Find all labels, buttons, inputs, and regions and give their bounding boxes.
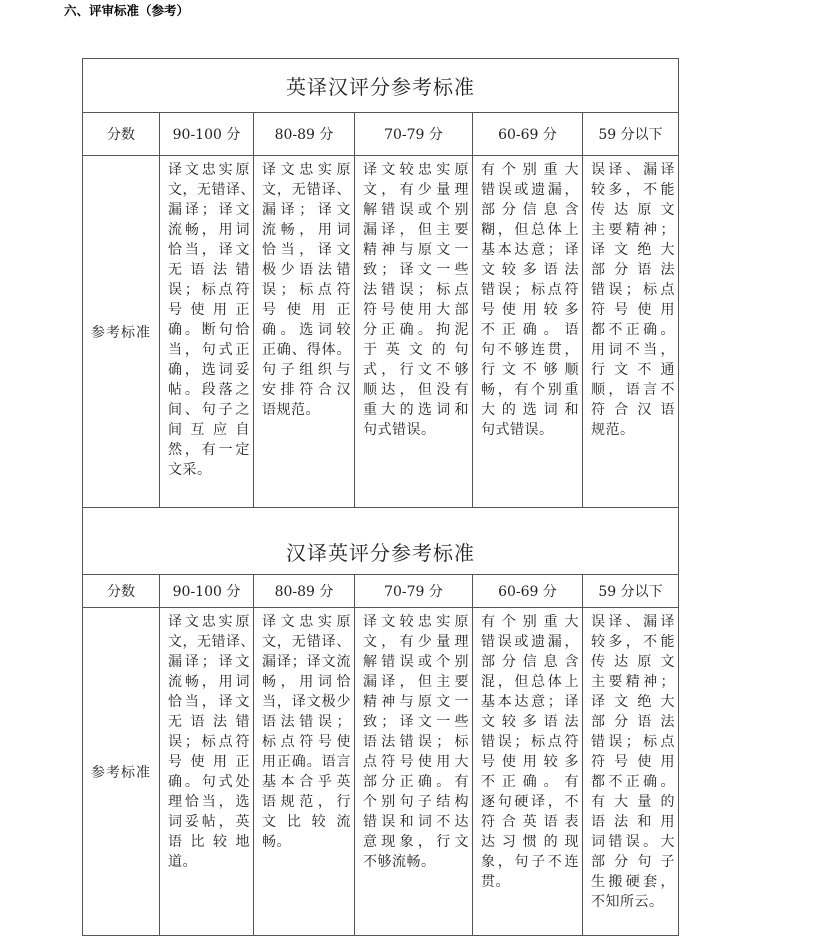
criteria-row <box>83 608 679 936</box>
description-line: 译文较忠实原 <box>363 614 469 630</box>
description-line: 顺，语言不 <box>591 382 676 398</box>
description-line: 理恰当，选 <box>168 794 250 810</box>
description-line: 确。断句恰 <box>168 322 250 338</box>
description-line: 无语法错 <box>168 714 250 730</box>
description-line: 恰当，译文 <box>168 242 250 258</box>
description-line: 极少语法错 <box>262 262 351 278</box>
description-line: 词错误。大 <box>591 834 676 850</box>
description-line: 行文不通 <box>591 362 676 378</box>
description-line: 基本合乎英 <box>262 774 351 790</box>
table-title-en-zh: 英译汉评分参考标准 <box>83 59 679 113</box>
description-line: 贯。 <box>481 874 510 890</box>
description-line: 漏译；译文 <box>262 202 351 218</box>
score-label: 分数 <box>83 575 160 608</box>
description-line: 部分信息含 <box>481 202 579 218</box>
section-heading: 六、评审标准（参考） <box>64 3 190 18</box>
description-line: 恰当，译文 <box>168 694 250 710</box>
description-line: 传达原文 <box>591 654 676 670</box>
description-line: 号使用正 <box>168 302 250 318</box>
description-line: 分正确。拘泥 <box>363 322 469 338</box>
band-header: 59 分以下 <box>583 575 679 608</box>
description-line: 文，无错译、 <box>262 634 351 650</box>
band-header: 70-79 分 <box>355 575 473 608</box>
band-header: 90-100 分 <box>160 113 254 156</box>
description-line: 不正确。语 <box>481 322 579 338</box>
description-line: 恰当，译文 <box>262 242 351 258</box>
description-line: 译文较忠实原 <box>363 162 469 178</box>
description-line: 译文绝大 <box>591 694 676 710</box>
criteria-row <box>83 156 679 508</box>
band-header: 60-69 分 <box>473 575 583 608</box>
description-line: 不正确。有 <box>481 774 579 790</box>
description-line: 部分语法 <box>591 262 676 278</box>
description-line: 文，无错译、 <box>262 182 351 198</box>
description-line: 号使用正 <box>262 302 351 318</box>
description-line: 文，无错译、 <box>168 182 255 198</box>
description-line: 流畅，用词 <box>168 222 250 238</box>
description-line: 主要精神； <box>591 222 676 238</box>
description-line: 畅，用词恰 <box>262 674 351 690</box>
description-line: 译文忠实原 <box>262 162 351 178</box>
description-line: 当，句式正 <box>168 342 250 358</box>
description-line: 误；标点符 <box>262 282 351 298</box>
description-line: 道。 <box>168 854 197 870</box>
band-header: 59 分以下 <box>583 113 679 156</box>
description-line: 符合英语表 <box>481 814 579 830</box>
description-line: 文采。 <box>168 462 212 478</box>
description-line: 顺达，但没有 <box>363 382 469 398</box>
description-line: 文较多语法 <box>481 714 579 730</box>
description-line: 句式错误。 <box>363 422 436 438</box>
description-line: 糊，但总体上 <box>481 222 579 238</box>
band-header: 60-69 分 <box>473 113 583 156</box>
band-description <box>583 156 679 508</box>
description-line: 句子组织与 <box>262 362 351 378</box>
description-line: 正确、得体。 <box>262 342 351 358</box>
description-line: 流畅，用词 <box>168 674 250 690</box>
description-line: 错误或遗漏， <box>481 182 579 198</box>
description-line: 误译、漏译 <box>591 162 676 178</box>
description-line: 误；标点符 <box>168 734 250 750</box>
description-line: 解错误或个别 <box>363 202 469 218</box>
band-header: 90-100 分 <box>160 575 254 608</box>
band-description <box>355 608 473 936</box>
description-line: 确。选词较 <box>262 322 351 338</box>
description-line: 规范。 <box>591 422 635 438</box>
description-line: 精神与原文一 <box>363 242 469 258</box>
description-line: 语规范。 <box>262 402 320 418</box>
band-header: 70-79 分 <box>355 113 473 156</box>
band-description <box>583 608 679 936</box>
description-line: 传达原文 <box>591 202 676 218</box>
description-line: 间、句子之 <box>168 402 250 418</box>
description-line: 帖。段落之 <box>168 382 250 398</box>
description-line: 文，有少量理 <box>363 634 469 650</box>
description-line: 译文忠实原 <box>168 614 250 630</box>
description-line: 部分句子 <box>591 854 676 870</box>
description-line: 法错误；标点 <box>363 282 469 298</box>
description-line: 不知所云。 <box>591 894 664 910</box>
description-line: 解错误或个别 <box>363 654 469 670</box>
criteria-label: 参考标准 <box>83 608 160 936</box>
description-line: 致；译文一些 <box>363 714 469 730</box>
description-line: 点符号使用大 <box>363 754 469 770</box>
description-line: 基本达意；译 <box>481 694 579 710</box>
description-line: 畅，有个别重 <box>481 382 579 398</box>
table-header-row <box>83 575 679 608</box>
description-line: 错误；标点 <box>591 734 676 750</box>
description-line: 部分正确。有 <box>363 774 469 790</box>
band-description <box>254 156 355 508</box>
description-line: 行文不够顺 <box>481 362 579 378</box>
description-line: 错误；标点符 <box>481 282 579 298</box>
description-line: 然，有一定 <box>168 442 250 458</box>
table-header-row <box>83 113 679 156</box>
band-header: 80-89 分 <box>254 575 355 608</box>
description-line: 符号使用大部 <box>363 302 469 318</box>
description-line: 号使用较多 <box>481 754 579 770</box>
description-line: 语法错误；标 <box>363 734 469 750</box>
criteria-table <box>82 58 679 936</box>
description-line: 当，译文极少 <box>262 694 351 710</box>
description-line: 号使用正 <box>168 754 250 770</box>
description-line: 致；译文一些 <box>363 262 469 278</box>
description-line: 漏译；译文 <box>168 202 250 218</box>
description-line: 意现象，行文 <box>363 834 469 850</box>
description-line: 确。句式处 <box>168 774 250 790</box>
table-title-zh-en: 汉译英评分参考标准 <box>83 508 679 575</box>
band-description <box>473 608 583 936</box>
description-line: 不够流畅。 <box>363 854 436 870</box>
description-line: 于英文的句 <box>363 342 469 358</box>
description-line: 符号使用 <box>591 302 676 318</box>
description-line: 句不够连贯， <box>481 342 579 358</box>
description-line: 流畅，用词 <box>262 222 351 238</box>
description-line: 式，行文不够 <box>363 362 469 378</box>
description-line: 语法错误； <box>262 714 351 730</box>
criteria-tables <box>82 58 678 936</box>
description-line: 确，选词妥 <box>168 362 250 378</box>
description-line: 符合汉语 <box>591 402 676 418</box>
description-line: 畅。 <box>262 834 291 850</box>
description-line: 错误或遗漏， <box>481 634 579 650</box>
band-header: 80-89 分 <box>254 113 355 156</box>
description-line: 部分语法 <box>591 714 676 730</box>
description-line: 较多，不能 <box>591 634 676 650</box>
description-line: 有大量的 <box>591 794 676 810</box>
description-line: 译文忠实原 <box>168 162 250 178</box>
criteria-label: 参考标准 <box>83 156 160 508</box>
description-line: 标点符号使 <box>262 734 351 750</box>
description-line: 错误；标点 <box>591 282 676 298</box>
description-line: 译文忠实原 <box>262 614 351 630</box>
description-line: 精神与原文一 <box>363 694 469 710</box>
band-description <box>473 156 583 508</box>
description-line: 有个别重大 <box>481 162 579 178</box>
description-line: 句式错误。 <box>481 422 554 438</box>
band-description <box>160 608 254 936</box>
description-line: 误；标点符 <box>168 282 250 298</box>
description-line: 安排符合汉 <box>262 382 351 398</box>
band-description <box>160 156 254 508</box>
description-line: 达习惯的现 <box>481 834 579 850</box>
description-line: 号使用较多 <box>481 302 579 318</box>
description-line: 生搬硬套， <box>591 874 676 890</box>
description-line: 译文绝大 <box>591 242 676 258</box>
description-line: 文较多语法 <box>481 262 579 278</box>
description-line: 主要精神； <box>591 674 676 690</box>
description-line: 漏译；译文流 <box>262 654 351 670</box>
description-line: 个别句子结构 <box>363 794 469 810</box>
description-line: 基本达意；译 <box>481 242 579 258</box>
description-line: 大的选词和 <box>481 402 579 418</box>
band-description <box>254 608 355 936</box>
description-line: 符号使用 <box>591 754 676 770</box>
description-line: 文比较流 <box>262 814 351 830</box>
description-line: 部分信息含 <box>481 654 579 670</box>
description-line: 语规范，行 <box>262 794 351 810</box>
band-description <box>355 156 473 508</box>
description-line: 较多，不能 <box>591 182 676 198</box>
description-line: 象，句子不连 <box>481 854 579 870</box>
description-line: 都不正确。 <box>591 322 676 338</box>
description-line: 无语法错 <box>168 262 250 278</box>
description-line: 漏译；译文 <box>168 654 250 670</box>
description-line: 都不正确。 <box>591 774 676 790</box>
description-line: 错误；标点符 <box>481 734 579 750</box>
description-line: 语法和用 <box>591 814 676 830</box>
description-line: 混，但总体上 <box>481 674 579 690</box>
description-line: 漏译，但主要 <box>363 222 469 238</box>
description-line: 用词不当， <box>591 342 676 358</box>
description-line: 有个别重大 <box>481 614 579 630</box>
description-line: 文，有少量理 <box>363 182 469 198</box>
description-line: 错误和词不达 <box>363 814 469 830</box>
description-line: 用正确。语言 <box>262 754 351 770</box>
description-line: 逐句硬译，不 <box>481 794 579 810</box>
description-line: 漏译，但主要 <box>363 674 469 690</box>
description-line: 词妥帖，英 <box>168 814 250 830</box>
description-line: 文，无错译、 <box>168 634 255 650</box>
description-line: 重大的选词和 <box>363 402 469 418</box>
description-line: 误译、漏译 <box>591 614 676 630</box>
description-line: 间互应自 <box>168 422 250 438</box>
score-label: 分数 <box>83 113 160 156</box>
description-line: 语比较地 <box>168 834 250 850</box>
